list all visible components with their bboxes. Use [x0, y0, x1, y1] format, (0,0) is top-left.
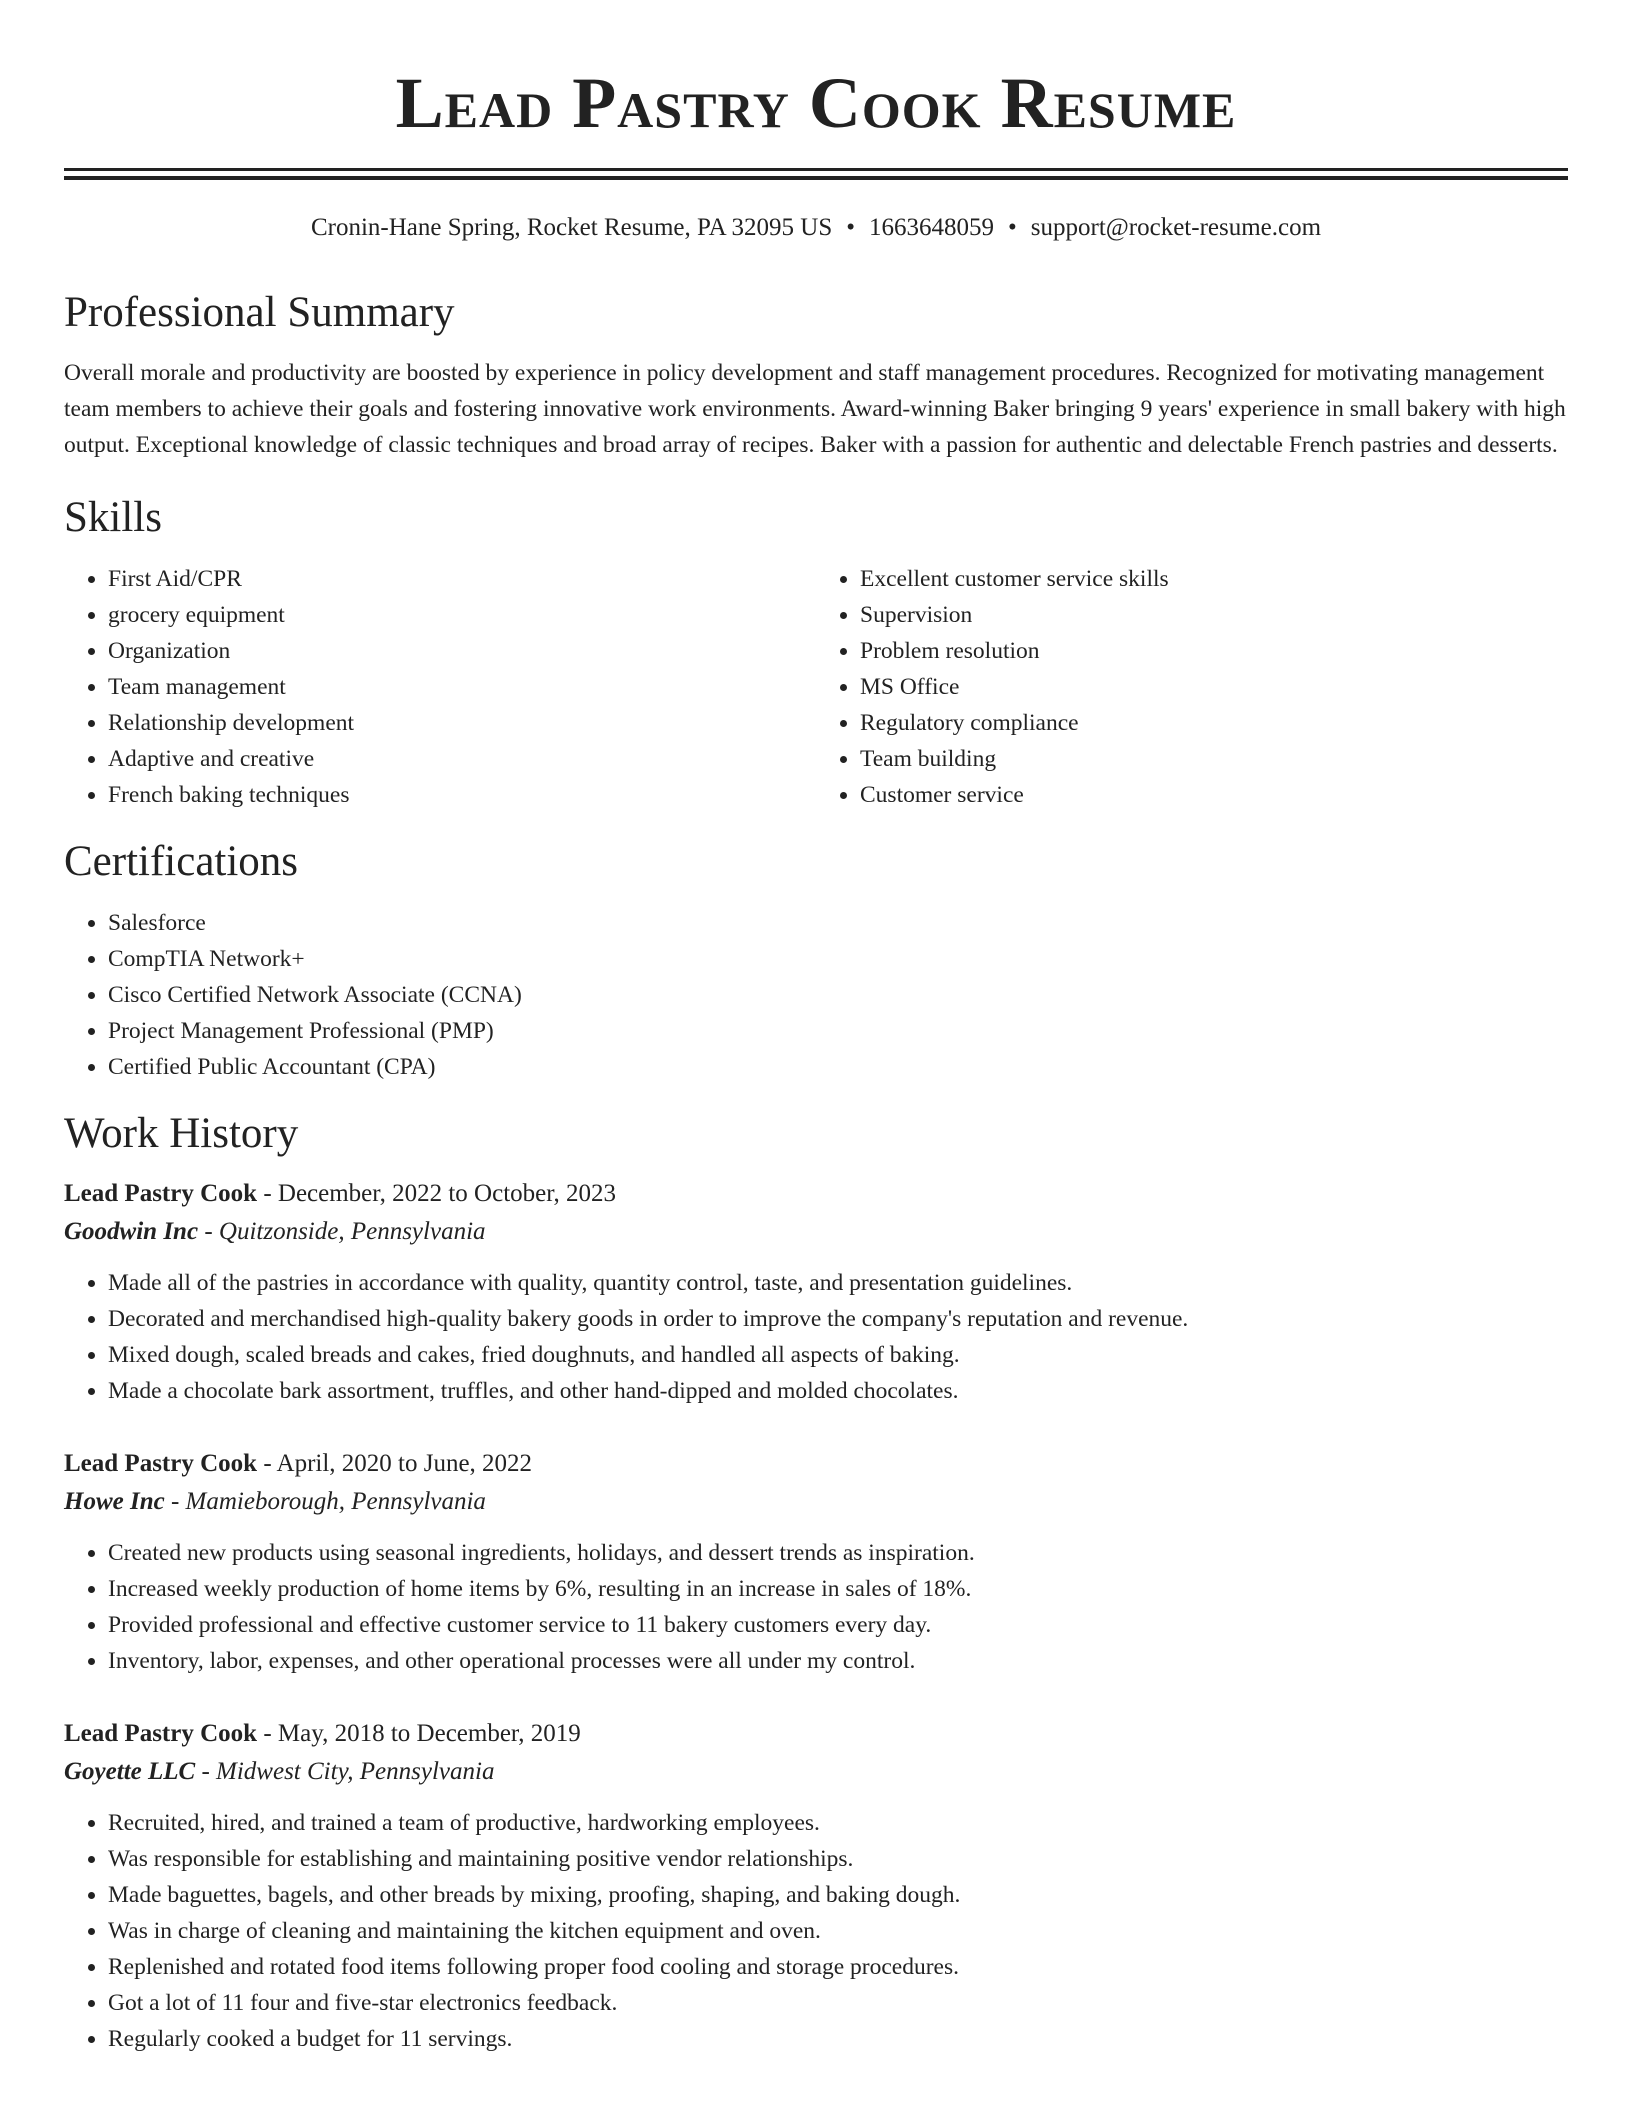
job-bullet: • Decorated and merchandised high-quality bakery goods in order to improve the company's reputation and revenue.	[108, 1301, 1568, 1337]
job-role: Lead Pastry Cook	[64, 1180, 258, 1207]
job-bullet: • Regularly cooked a budget for 11 servings.	[108, 2021, 1568, 2057]
job-company: Goyette LLC	[64, 1758, 196, 1785]
job-bullet: • Mixed dough, scaled breads and cakes, fried doughnuts, and handled all aspects of baking.	[108, 1337, 1568, 1373]
resume-page	[64, 0, 1568, 2057]
certifications-heading: Certifications	[64, 838, 299, 885]
job-bullets	[64, 1265, 1568, 1409]
job-location: Mamieborough, Pennsylvania	[185, 1488, 486, 1515]
job-header	[64, 1445, 1568, 1483]
summary-heading: Professional Summary	[64, 289, 455, 336]
job-header	[64, 1715, 1568, 1753]
job-bullet: • Provided professional and effective customer service to 11 bakery customers every day.	[108, 1607, 1568, 1643]
job-dates: April, 2020 to June, 2022	[276, 1450, 533, 1477]
skill-item: • Problem resolution	[860, 633, 1568, 669]
skills-heading: Skills	[64, 494, 162, 541]
job-bullet: • Made baguettes, bagels, and other breads by mixing, proofing, shaping, and baking dough.	[108, 1877, 1568, 1913]
work-history-heading: Work History	[64, 1110, 299, 1157]
skill-item: • Adaptive and creative	[108, 741, 816, 777]
job-dash: -	[198, 1218, 219, 1245]
job-dash: -	[257, 1450, 277, 1477]
skill-item: • Team building	[860, 741, 1568, 777]
job-bullet: • Replenished and rotated food items following proper food cooling and storage procedures.	[108, 1949, 1568, 1985]
contact-separator: •	[846, 214, 855, 241]
summary-text: Overall morale and productivity are boosted by experience in policy development and staff management procedures. Recognized for motivating management team members to achieve their goals and fostering innovative work environments. Award-winning Baker bringing 9 years' experience in small bakery with high output. Exceptional knowledge of classic techniques and broad array of recipes. Baker with a passion for authentic and delectable French pastries and desserts.	[64, 360, 1566, 458]
resume-title: Lead Pastry Cook Resume	[395, 63, 1237, 143]
skill-item: • First Aid/CPR	[108, 561, 816, 597]
skill-item: • Relationship development	[108, 705, 816, 741]
contact-phone: 1663648059	[869, 214, 994, 241]
job-role: Lead Pastry Cook	[64, 1720, 258, 1747]
job-entry	[64, 1175, 1568, 1409]
certification-item: • Certified Public Accountant (CPA)	[108, 1049, 1568, 1085]
job-employer	[64, 1483, 1568, 1521]
contact-line	[64, 210, 1568, 246]
job-bullets	[64, 1805, 1568, 2057]
job-role: Lead Pastry Cook	[64, 1450, 258, 1477]
contact-email: support@rocket-resume.com	[1030, 214, 1322, 241]
job-location: Quitzonside, Pennsylvania	[218, 1218, 486, 1245]
skill-item: • grocery equipment	[108, 597, 816, 633]
skill-item: • Team management	[108, 669, 816, 705]
job-bullets	[64, 1535, 1568, 1679]
job-bullet: • Was responsible for establishing and maintaining positive vendor relationships.	[108, 1841, 1568, 1877]
skills-columns	[64, 561, 1568, 813]
skill-item: • Regulatory compliance	[860, 705, 1568, 741]
certification-item: • Cisco Certified Network Associate (CCNA)	[108, 977, 1568, 1013]
contact-address: Cronin-Hane Spring, Rocket Resume, PA 32095 US	[310, 214, 833, 241]
title-divider-top	[64, 168, 1568, 171]
skills-list-right	[816, 561, 1568, 813]
contact-separator: •	[1008, 214, 1017, 241]
job-company: Howe Inc	[64, 1488, 165, 1515]
certification-item: • Project Management Professional (PMP)	[108, 1013, 1568, 1049]
job-employer	[64, 1213, 1568, 1251]
skill-item: • Customer service	[860, 777, 1568, 813]
job-bullet: • Made all of the pastries in accordance with quality, quantity control, taste, and presentation guidelines.	[108, 1265, 1568, 1301]
job-bullet: • Made a chocolate bark assortment, truffles, and other hand-dipped and molded chocolates.	[108, 1373, 1568, 1409]
skill-item: • Supervision	[860, 597, 1568, 633]
title-divider-bottom	[64, 176, 1568, 180]
job-dash: -	[195, 1758, 217, 1785]
job-entry	[64, 1715, 1568, 2057]
job-dash: -	[257, 1720, 278, 1747]
job-bullet: • Was in charge of cleaning and maintaining the kitchen equipment and oven.	[108, 1913, 1568, 1949]
job-dates: December, 2022 to October, 2023	[277, 1180, 617, 1207]
job-bullet: • Got a lot of 11 four and five-star electronics feedback.	[108, 1985, 1568, 2021]
job-location: Midwest City, Pennsylvania	[216, 1758, 495, 1785]
certifications-list	[64, 905, 1568, 1085]
job-header	[64, 1175, 1568, 1213]
job-bullet: • Recruited, hired, and trained a team of productive, hardworking employees.	[108, 1805, 1568, 1841]
job-dash: -	[164, 1488, 186, 1515]
job-dates: May, 2018 to December, 2019	[277, 1720, 581, 1747]
job-bullet: • Created new products using seasonal ingredients, holidays, and dessert trends as inspiration.	[108, 1535, 1568, 1571]
skill-item: • Organization	[108, 633, 816, 669]
job-bullet: • Inventory, labor, expenses, and other operational processes were all under my control.	[108, 1643, 1568, 1679]
job-dash: -	[257, 1180, 278, 1207]
skill-item: • French baking techniques	[108, 777, 816, 813]
job-employer	[64, 1753, 1568, 1791]
job-company: Goodwin Inc	[64, 1218, 199, 1245]
job-entry	[64, 1445, 1568, 1679]
skill-item: • Excellent customer service skills	[860, 561, 1568, 597]
job-bullet: • Increased weekly production of home items by 6%, resulting in an increase in sales of 18%.	[108, 1571, 1568, 1607]
skills-list-left	[64, 561, 816, 813]
skill-item: • MS Office	[860, 669, 1568, 705]
certification-item: • Salesforce	[108, 905, 1568, 941]
certification-item: • CompTIA Network+	[108, 941, 1568, 977]
